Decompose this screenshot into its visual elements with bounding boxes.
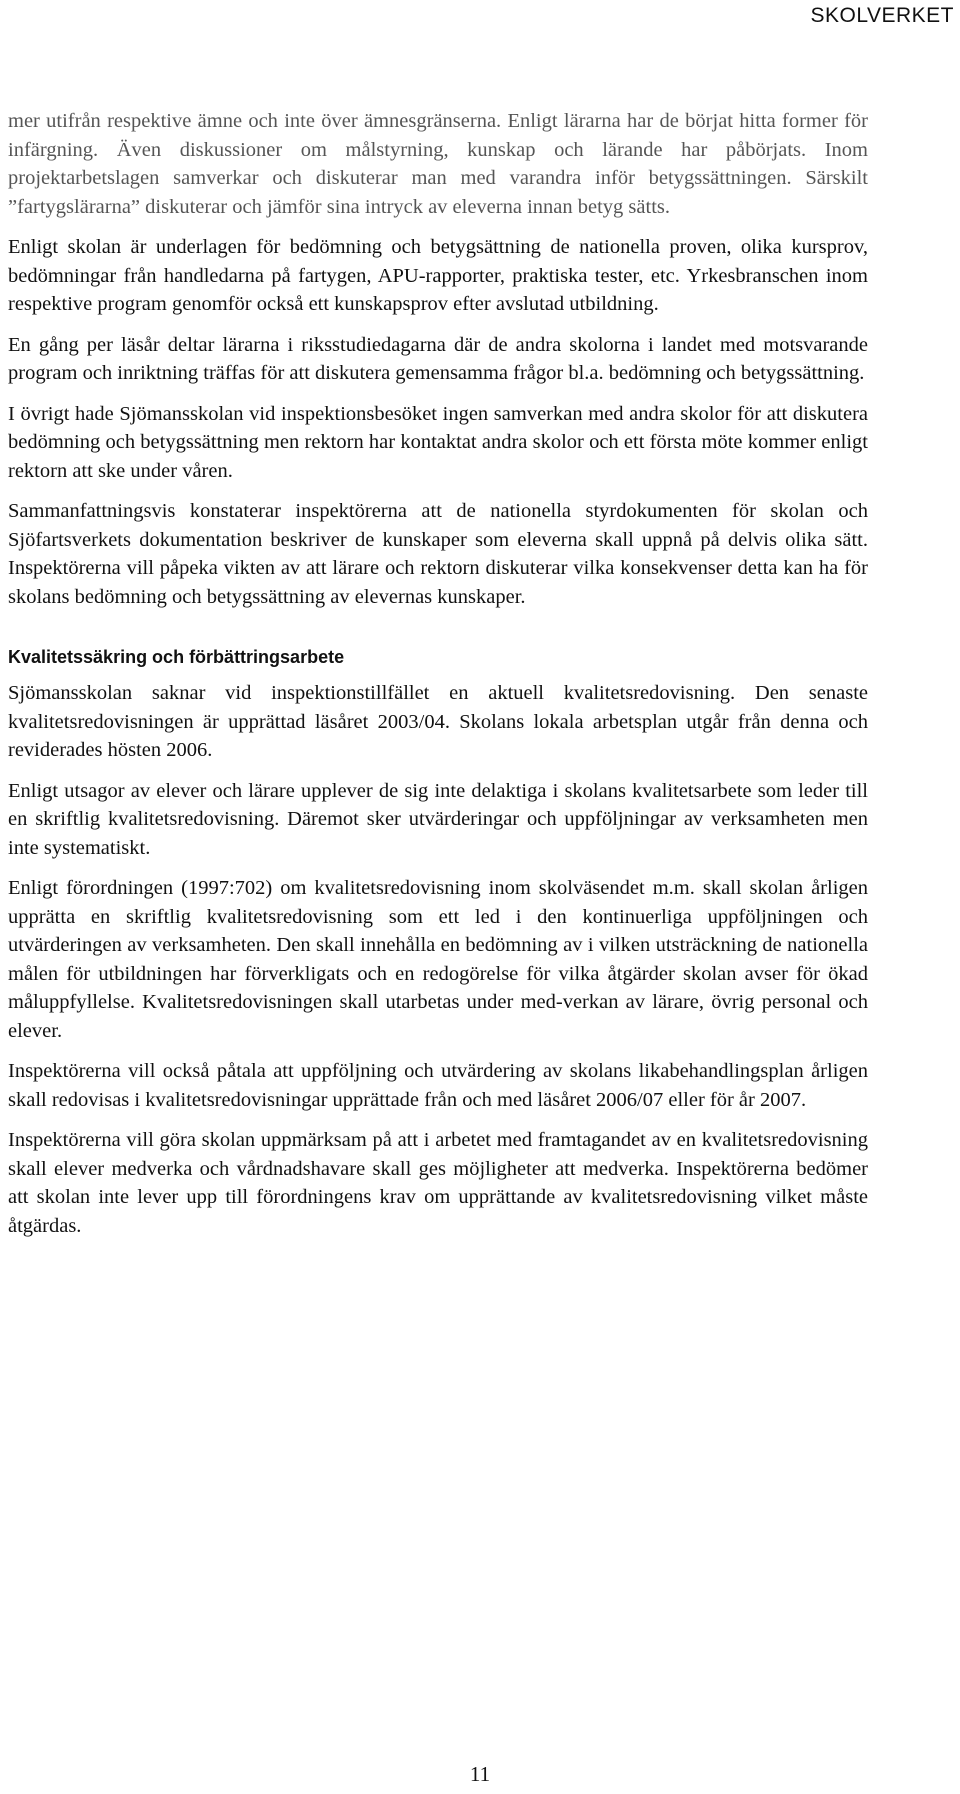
header-brand: SKOLVERKET	[810, 4, 954, 27]
page-number: 11	[469, 1762, 491, 1786]
section-heading: Kvalitetssäkring och förbättringsarbete	[8, 647, 345, 667]
paragraph: Inspektörerna vill göra skolan uppmärksam på att i arbetet med framtagandet av en kvalitetsredovisning skall elever medverka och vårdnadshavare skall ges möjligheter att medverka. Inspektörerna bedömer att skolan inte lever upp till förordningens krav om upprättande av kvalitetsredovisning vilket måste åtgärdas.	[8, 1129, 868, 1237]
paragraph: Enligt skolan är underlagen för bedömning och betygsättning de nationella proven, olika kursprov, bedömningar från handledarna på fartygen, APU-rapporter, praktiska tester, etc. Yrkesbranschen inom respektive program genomför också ett kunskapsprov efter avslutad utbildning.	[8, 236, 868, 315]
paragraph: Enligt förordningen (1997:702) om kvalitetsredovisning inom skolväsendet m.m. skall skolan årligen upprätta en skriftlig kvalitetsredovisning som ett led i den kontinuerliga uppföljningen och utvärderingen av verksamheten. Den skall innehålla en bedömning av i vilken utsträckning de nationella målen för utbildningen har förverkligats och en redogörelse för vilka åtgärder skolan avser för ökad måluppfyllelse. Kvalitetsredovisningen skall utarbetas under med-verkan av lärare, övrig personal och elever.	[8, 877, 868, 1042]
paragraph: mer utifrån respektive ämne och inte över ämnesgränserna. Enligt lärarna har de börjat hitta former för infärgning. Även diskussioner om målstyrning, kunskap och lärande har påbörjats. Inom projektarbetslagen samverkar och diskuterar man med varandra inför betygssättningen. Särskilt ”fartygslärarna” diskuterar och jämför sina intryck av eleverna innan betyg sätts.	[8, 110, 868, 218]
paragraph: En gång per läsår deltar lärarna i riksstudiedagarna där de andra skolorna i landet med motsvarande program och inriktning träffas för att diskutera gemensamma frågor bl.a. bedömning och betygssättning.	[8, 333, 868, 384]
paragraph: Sammanfattningsvis konstaterar inspektörerna att de nationella styrdokumenten för skolan och Sjöfartsverkets dokumentation beskriver de kunskaper som eleverna skall uppnå på delvis olika sätt. Inspektörerna vill påpeka vikten av att lärare och rektorn diskuterar vilka konsekvenser detta kan ha för skolans bedömning och betygssättning av elevernas kunskaper.	[8, 500, 868, 608]
paragraph: I övrigt hade Sjömansskolan vid inspektionsbesöket ingen samverkan med andra skolor för att diskutera bedömning och betygssättning men rektorn har kontaktat andra skolor och ett första möte kommer enligt rektorn att ske under våren.	[8, 402, 868, 482]
document-body	[8, 107, 868, 1252]
paragraph: Enligt utsagor av elever och lärare upplever de sig inte delaktiga i skolans kvalitetsarbete som leder till en skriftlig kvalitetsredovisning. Däremot sker utvärderingar och uppföljningar av verksamheten men inte systematiskt.	[8, 779, 868, 859]
paragraph: Sjömansskolan saknar vid inspektionstillfället en aktuell kvalitetsredovisning. Den senaste kvalitetsredovisningen är upprättad läsåret 2003/04. Skolans lokala arbetsplan utgår från denna och reviderades hösten 2006.	[8, 682, 868, 761]
paragraph: Inspektörerna vill också påtala att uppföljning och utvärdering av skolans likabehandlingsplan årligen skall redovisas i kvalitetsredovisningar upprättade från och med läsåret 2006/07 eller för år 2007.	[8, 1060, 868, 1111]
